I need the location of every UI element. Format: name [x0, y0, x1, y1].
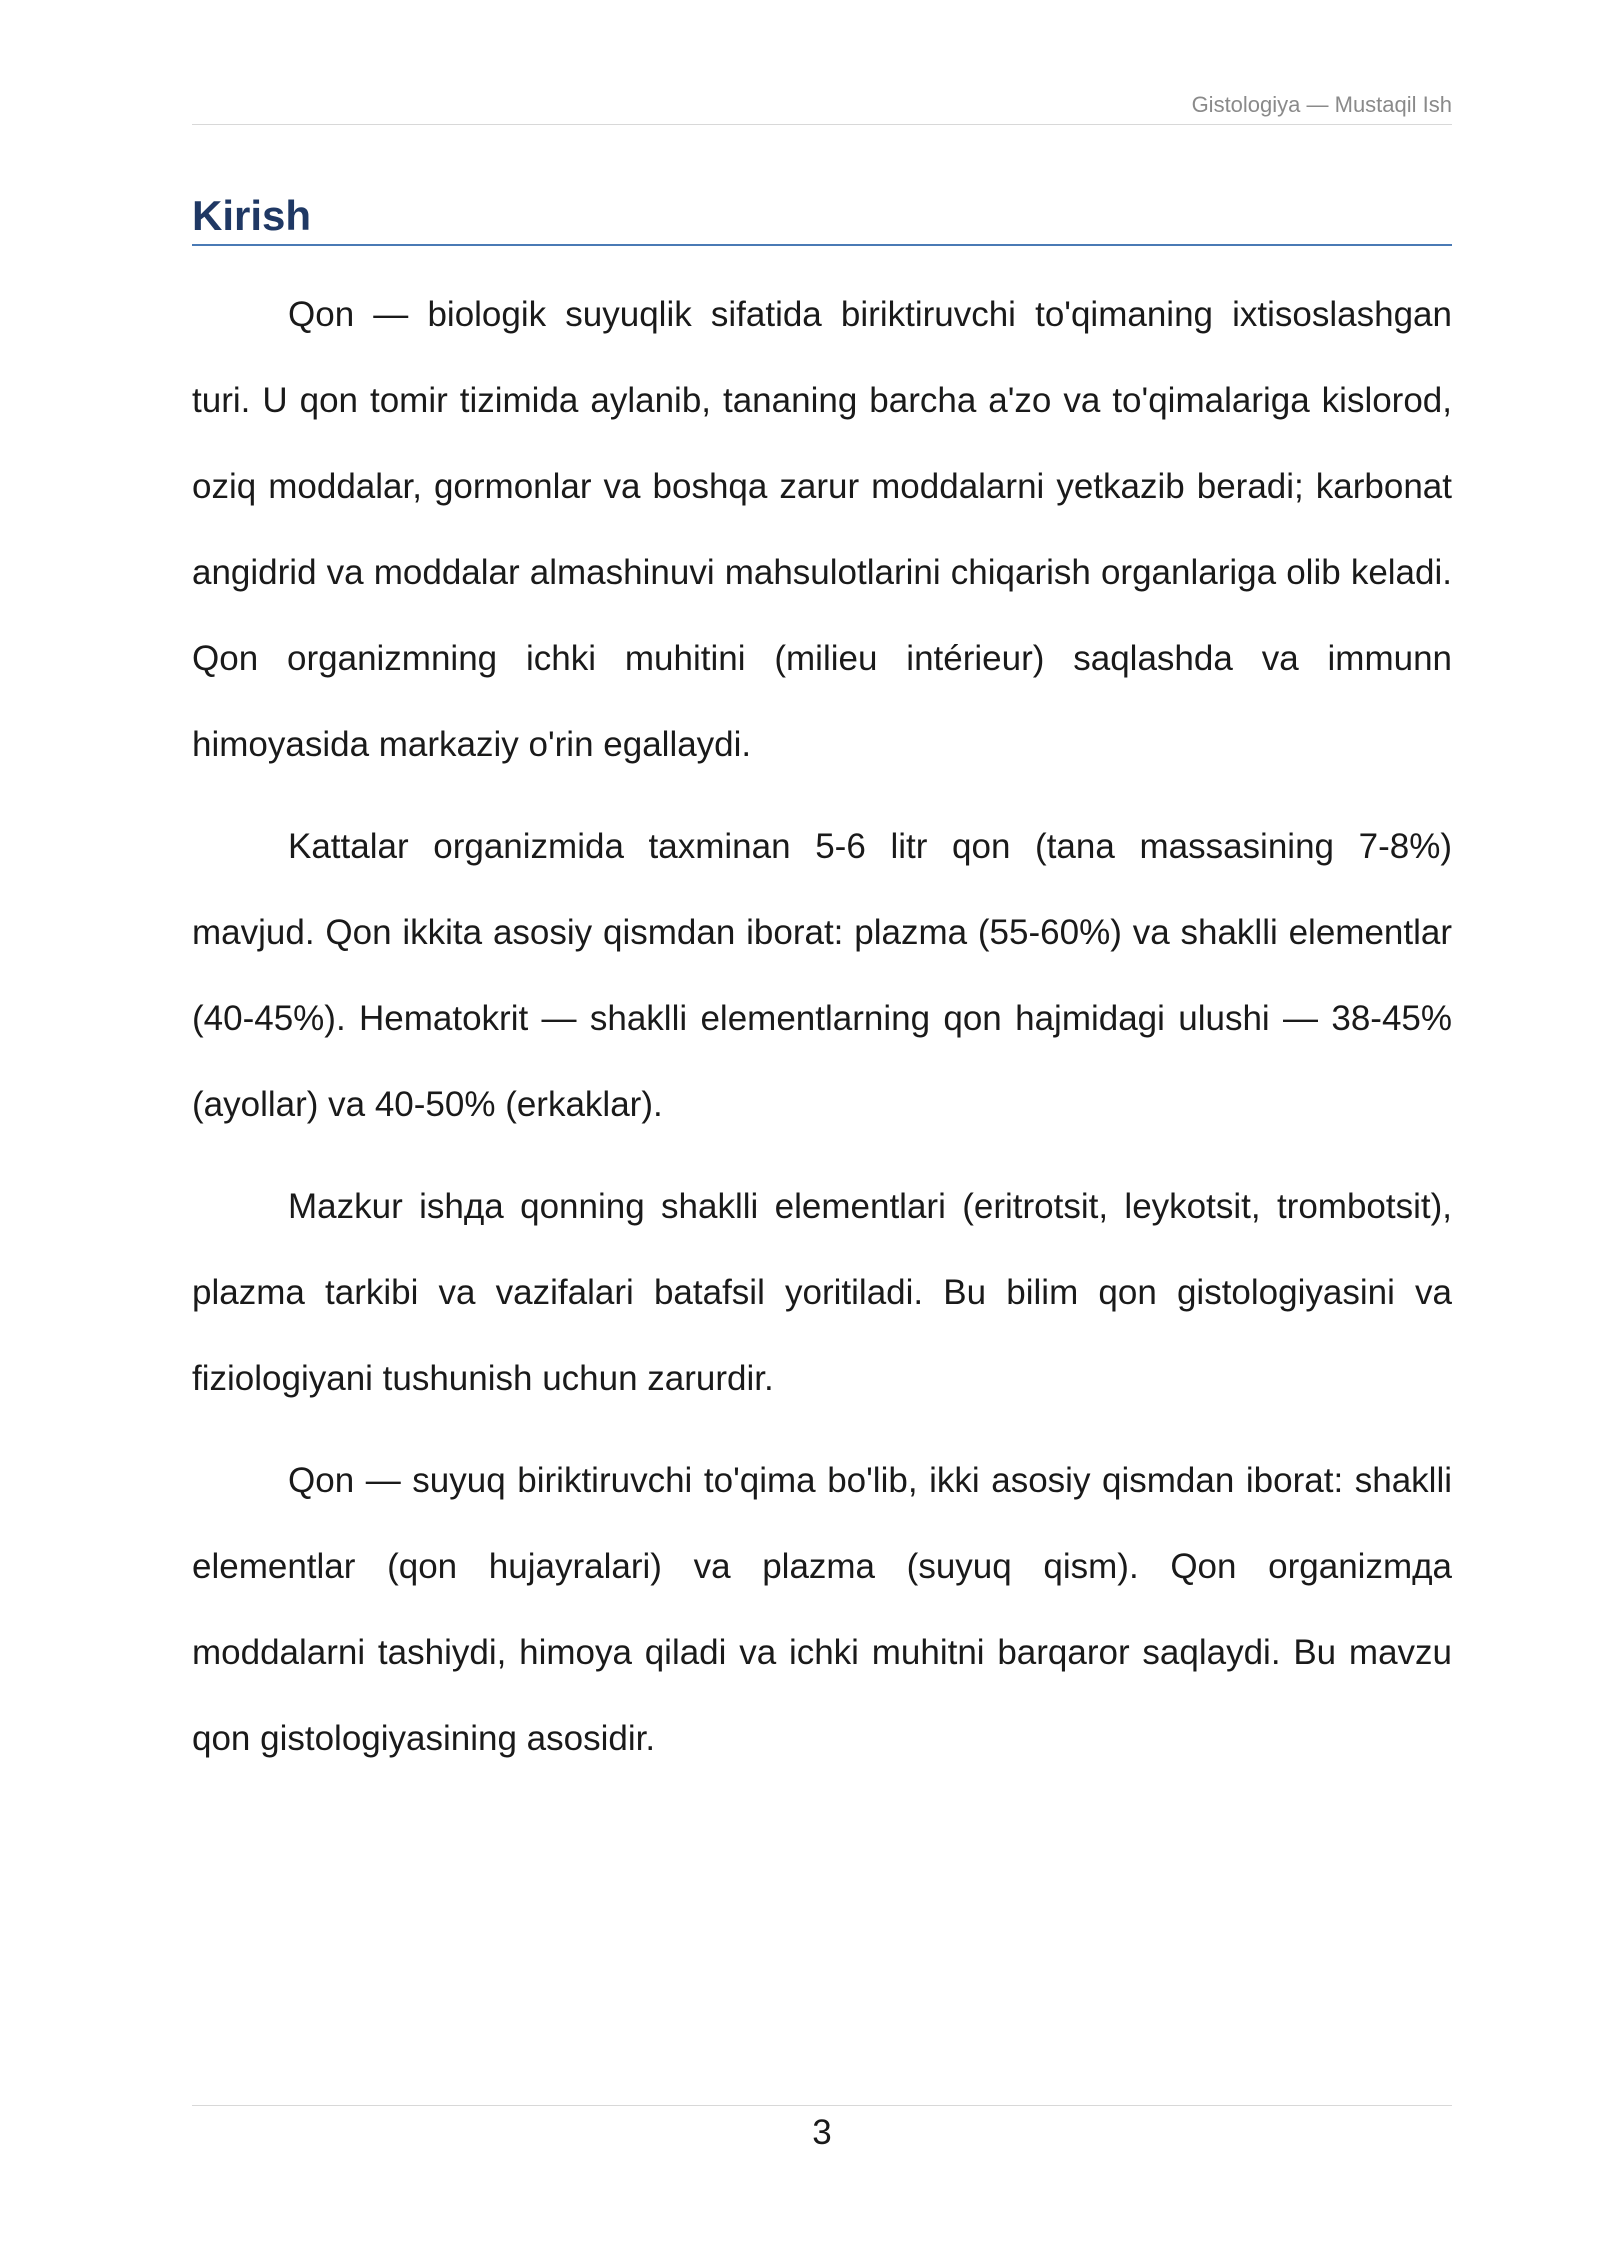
running-header: Gistologiya — Mustaqil Ish [1191, 92, 1452, 117]
header-divider [192, 124, 1452, 125]
title-underline [192, 244, 1452, 246]
paragraph: Qon — biologik suyuqlik sifatida biriktiruvchi to'qimaning ixtisoslashgan turi. U qon tomir tizimida aylanib, tananing barcha a'zo va to'qimalariga kislorod, oziq moddalar, gormonlar va boshqa zarur moddalarni yetkazib beradi; karbonat angidrid va moddalar almashinuvi mahsulotlarini chiqarish organlariga olib keladi. Qon organizmning ichki muhitini (milieu intérieur) saqlashda va immunn himoyasida markaziy o'rin egallaydi. [192, 295, 1452, 764]
page-number: 3 [812, 2113, 832, 2152]
paragraph: Qon — suyuq biriktiruvchi to'qima bo'lib, ikki asosiy qismdan iborat: shaklli elementlar (qon hujayralari) va plazma (suyuq qism). Qon organizmда moddalarni tashiydi, himoya qiladi va ichki muhitni barqaror saqlaydi. Bu mavzu qon gistologiyasining asosidir. [192, 1461, 1452, 1758]
body-text [192, 272, 1452, 1782]
paragraph: Kattalar organizmida taxminan 5-6 litr qon (tana massasining 7-8%) mavjud. Qon ikkita asosiy qismdan iborat: plazma (55-60%) va shaklli elementlar (40-45%). Hematokrit — shaklli elementlarning qon hajmidagi ulushi — 38-45% (ayollar) va 40-50% (erkaklar). [192, 827, 1452, 1124]
footer-divider [192, 2105, 1452, 2106]
paragraph: Mazkur ishда qonning shaklli elementlari (eritrotsit, leykotsit, trombotsit), plazma tarkibi va vazifalari batafsil yoritiladi. Bu bilim qon gistologiyasini va fiziologiyani tushunish uchun zarurdir. [192, 1187, 1452, 1398]
section-title: Kirish [192, 192, 312, 239]
